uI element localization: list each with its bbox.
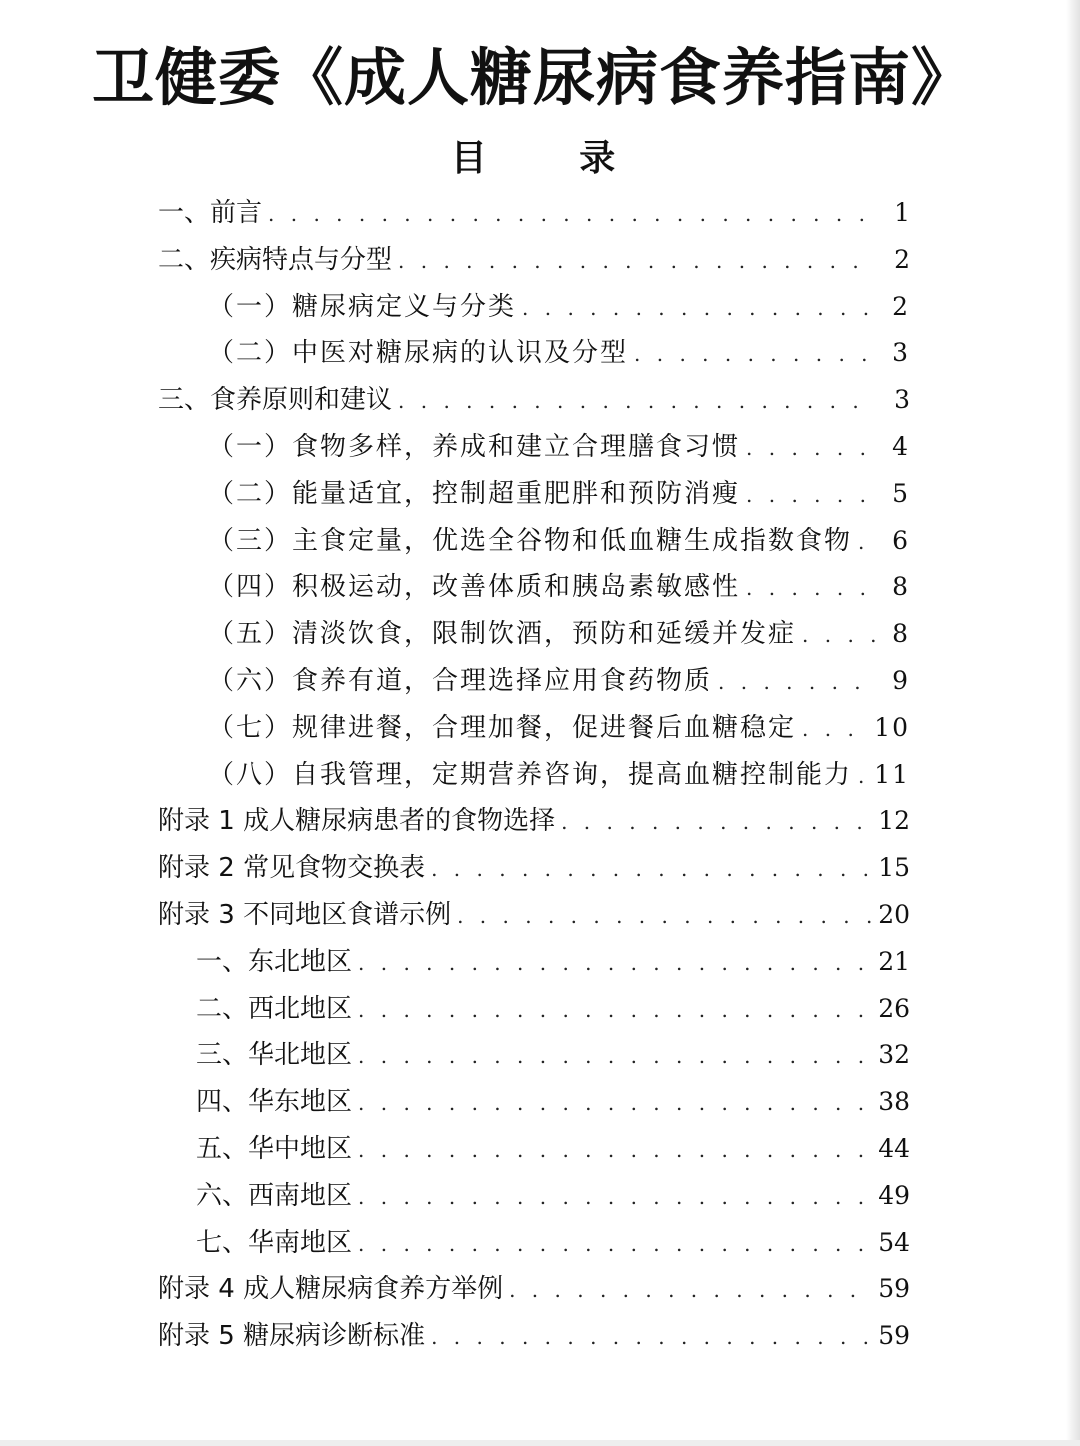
table-of-contents [158,190,910,1360]
toc-entry-page: 20 [878,899,910,929]
toc-entry[interactable] [158,892,910,939]
toc-entry-label: （四）积极运动，改善体质和胰岛素敏感性 [208,572,741,603]
dot-leader [358,1033,872,1080]
toc-entry-label: 四、华东地区 [196,1087,353,1118]
toc-entry-page: 59 [878,1321,910,1351]
toc-entry-page: 11 [874,759,910,789]
toc-entry[interactable] [158,611,910,658]
toc-entry[interactable] [158,1032,910,1079]
toc-entry-page: 3 [892,338,910,368]
toc-entry-label: 一、前言 [158,198,263,228]
toc-entry-label: （三）主食定量，优选全谷物和低血糖生成指数食物 [208,525,853,556]
dot-leader [358,1080,872,1127]
toc-entry-label: （二）中医对糖尿病的认识及分型 [208,338,629,369]
toc-entry[interactable] [158,658,910,705]
toc-entry-page: 1 [894,198,910,227]
toc-entry[interactable] [158,1126,910,1173]
dot-leader [718,659,876,706]
dot-leader [746,565,876,612]
dot-leader [431,1314,872,1361]
toc-entry-page: 38 [878,1087,910,1117]
toc-entry-page: 15 [878,853,910,883]
toc-entry-label: 一、东北地区 [196,946,353,977]
toc-entry[interactable] [158,330,910,377]
toc-entry-label: 附录 3 不同地区食谱示例 [158,899,452,930]
toc-entry[interactable] [158,752,910,799]
dot-leader [358,1174,872,1221]
dot-leader [268,191,876,238]
toc-entry-page: 2 [894,244,910,274]
dot-leader [457,893,872,940]
toc-entry[interactable] [158,377,910,424]
dot-leader [358,1221,872,1268]
toc-entry-page: 21 [878,946,910,976]
dot-leader [398,378,876,425]
dot-leader [431,846,872,893]
dot-leader [358,940,872,987]
toc-entry-page: 26 [878,993,910,1023]
toc-entry-page: 32 [878,1040,910,1070]
toc-entry-label: 二、疾病特点与分型 [158,244,393,275]
toc-entry-label: 三、食养原则和建议 [158,385,393,416]
toc-entry-page: 9 [892,665,910,695]
toc-entry[interactable] [158,1220,910,1267]
dot-leader [802,706,868,753]
toc-entry-label: （一）食物多样，养成和建立合理膳食习惯 [208,431,741,462]
toc-entry-label: 六、西南地区 [196,1180,353,1211]
toc-entry-page: 59 [878,1274,910,1304]
dot-leader [746,472,876,519]
page-edge-shadow [1066,0,1080,1446]
toc-entry-page: 12 [878,806,910,836]
toc-entry[interactable] [158,284,910,331]
toc-entry-label: 附录 2 常见食物交换表 [158,853,426,884]
toc-entry[interactable] [158,190,910,237]
dot-leader [634,331,876,378]
toc-entry-page: 8 [892,572,910,602]
toc-entry-label: 三、华北地区 [196,1040,353,1071]
toc-entry-page: 8 [892,619,910,649]
toc-entry-page: 10 [874,712,910,742]
toc-entry[interactable] [158,705,910,752]
toc-entry-label: （一）糖尿病定义与分类 [208,291,517,322]
toc-entry-page: 5 [892,478,910,508]
dot-leader [858,519,876,566]
dot-leader [509,1267,872,1314]
toc-heading: 目 录 [450,137,656,179]
dot-leader [358,987,872,1034]
toc-entry[interactable] [158,986,910,1033]
dot-leader [358,1127,872,1174]
toc-entry-page: 3 [894,385,910,415]
toc-entry[interactable] [158,564,910,611]
toc-entry-page: 2 [892,291,910,321]
toc-entry-label: （五）清淡饮食，限制饮酒，预防和延缓并发症 [208,619,797,650]
toc-entry-page: 6 [892,525,910,555]
dot-leader [398,238,876,285]
toc-entry-label: （二）能量适宜，控制超重肥胖和预防消瘦 [208,478,741,509]
toc-entry[interactable] [158,1173,910,1220]
toc-entry-page: 4 [892,431,910,461]
toc-entry[interactable] [158,939,910,986]
toc-entry-label: （八）自我管理，定期营养咨询，提高血糖控制能力 [208,759,853,790]
toc-entry-page: 54 [878,1227,910,1257]
toc-entry[interactable] [158,798,910,845]
toc-entry[interactable] [158,471,910,518]
dot-leader [858,753,868,800]
page-bottom-edge [0,1440,1080,1446]
toc-entry[interactable] [158,1266,910,1313]
document-title: 卫健委《成人糖尿病食养指南》 [91,41,974,114]
toc-entry-page: 49 [878,1180,910,1210]
toc-entry-label: 附录 1 成人糖尿病患者的食物选择 [158,806,556,837]
toc-entry-label: （七）规律进餐，合理加餐，促进餐后血糖稳定 [208,712,797,743]
toc-entry-label: 七、华南地区 [196,1227,353,1258]
toc-entry[interactable] [158,845,910,892]
toc-entry[interactable] [158,1313,910,1360]
toc-entry-page: 44 [878,1133,910,1163]
toc-entry[interactable] [158,237,910,284]
toc-entry[interactable] [158,424,910,471]
toc-entry-label: 附录 5 糖尿病诊断标准 [158,1321,426,1352]
toc-entry[interactable] [158,518,910,565]
toc-entry[interactable] [158,1079,910,1126]
toc-entry-label: （六）食养有道，合理选择应用食药物质 [208,665,713,696]
dot-leader [522,285,876,332]
toc-entry-label: 五、华中地区 [196,1133,353,1164]
dot-leader [561,799,872,846]
toc-entry-label: 附录 4 成人糖尿病食养方举例 [158,1274,504,1305]
dot-leader [802,612,876,659]
toc-entry-label: 二、西北地区 [196,993,353,1024]
dot-leader [746,425,876,472]
